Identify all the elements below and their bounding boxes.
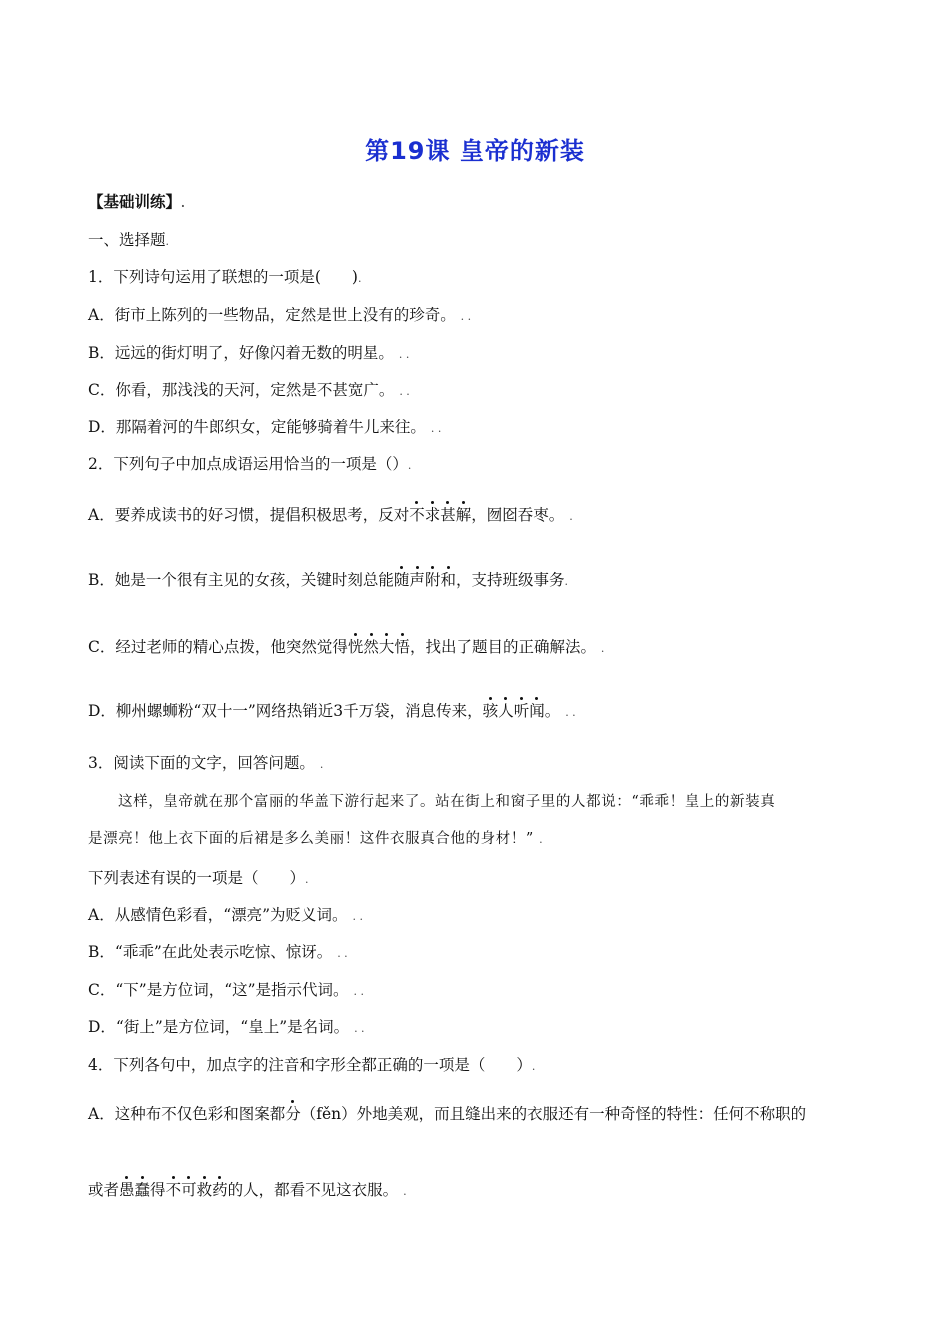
- question-3-option-d: D．“街上”是方位词，“皇上”是名词。 . .: [88, 1018, 365, 1036]
- question-1-option-b: B．远远的街灯明了，好像闪着无数的明星。 . .: [88, 344, 410, 362]
- question-4-stem: 4．下列各句中，加点字的注音和字形全都正确的一项是（ ）.: [88, 1056, 536, 1074]
- question-3-option-a: A．从感情色彩看，“漂亮”为贬义词。 . .: [88, 906, 363, 924]
- question-2-stem: 2．下列句子中加点成语运用恰当的一项是（）.: [88, 455, 412, 473]
- question-3-stem: 3．阅读下面的文字，回答问题。 .: [88, 754, 324, 772]
- question-3-passage-line-1: 这样，皇帝就在那个富丽的华盖下游行起来了。站在街上和窗子里的人都说：“乖乖！皇上的新装真: [118, 794, 776, 810]
- question-3-option-c: C．“下”是方位词，“这”是指示代词。 . .: [88, 981, 364, 999]
- question-4-option-a-line-1: A．这种布不仅色彩和图案都分（fěn）外地美观，而且缝出来的衣服还有一种奇怪的特性：任何不称职的: [88, 1105, 807, 1123]
- question-2-option-d: D．柳州螺蛳粉“双十一”网络热销近3千万袋，消息传来，骇人听闻。 . .: [88, 702, 576, 720]
- question-1-option-a: A．街市上陈列的一些物品，定然是世上没有的珍奇。 . .: [88, 306, 472, 324]
- question-2-option-c: C．经过老师的精心点拨，他突然觉得恍然大悟，找出了题目的正确解法。 .: [88, 638, 605, 656]
- part-heading: 一、选择题.: [88, 231, 170, 249]
- question-3-ask: 下列表述有误的一项是（ ）.: [88, 869, 309, 887]
- question-2-option-b: B．她是一个很有主见的女孩，关键时刻总能随声附和，支持班级事务.: [88, 571, 568, 589]
- question-1-option-d: D．那隔着河的牛郎织女，定能够骑着牛儿来往。 . .: [88, 418, 442, 436]
- question-1-option-c: C．你看，那浅浅的天河，定然是不甚宽广。 . .: [88, 381, 410, 399]
- question-3-passage-line-2: 是漂亮！他上衣下面的后裙是多么美丽！这件衣服真合他的身材！” .: [88, 831, 544, 847]
- question-3-option-b: B．“乖乖”在此处表示吃惊、惊讶。 . .: [88, 943, 348, 961]
- question-4-option-a-line-2: 或者愚蠢得不可救药的人，都看不见这衣服。 .: [88, 1181, 407, 1199]
- question-2-option-a: A．要养成读书的好习惯，提倡积极思考，反对不求甚解，囫囵吞枣。 .: [88, 506, 573, 524]
- page-title: 第19课 皇帝的新装: [365, 137, 585, 165]
- section-heading: 【基础训练】.: [88, 192, 185, 211]
- question-1-stem: 1．下列诗句运用了联想的一项是( ).: [88, 268, 362, 286]
